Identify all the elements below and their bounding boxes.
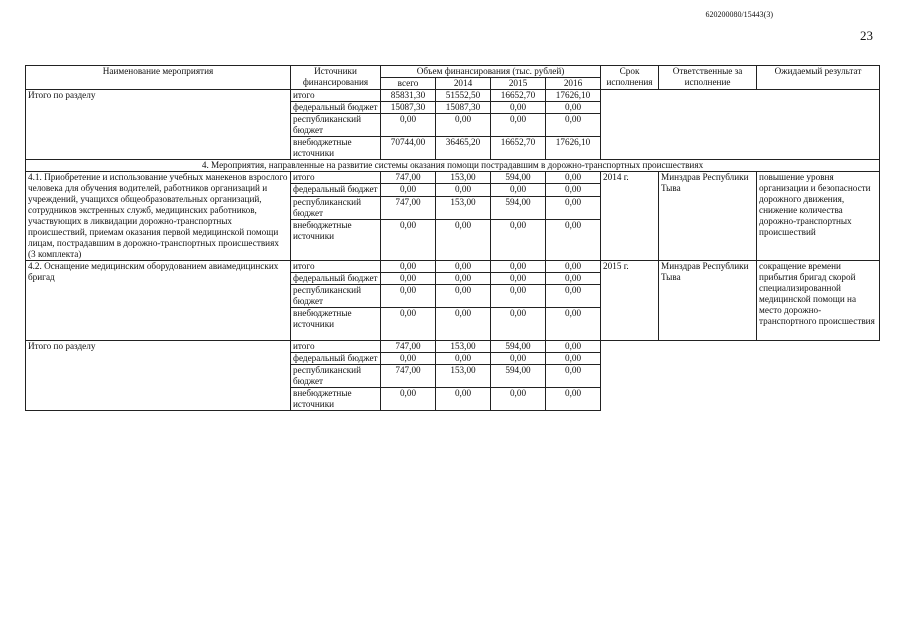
header-result: Ожидаемый результат <box>757 66 880 90</box>
item42-term: 2015 г. <box>601 261 659 341</box>
value-cell: 0,00 <box>491 184 546 196</box>
header-responsible: Ответственные за исполнение <box>659 66 757 90</box>
table-row <box>26 172 880 184</box>
value-cell: 0,00 <box>546 285 601 308</box>
document-id: 620200080/15443(3) <box>705 10 773 19</box>
value-cell: 0,00 <box>381 114 436 137</box>
source-cell: внебюджетные источники <box>291 388 381 411</box>
value-cell: 747,00 <box>381 172 436 184</box>
value-cell: 0,00 <box>436 353 491 365</box>
value-cell: 15087,30 <box>436 102 491 114</box>
value-cell: 0,00 <box>491 353 546 365</box>
value-cell: 0,00 <box>491 220 546 261</box>
value-cell: 0,00 <box>546 353 601 365</box>
value-cell: 0,00 <box>546 102 601 114</box>
table-row <box>26 341 880 353</box>
value-cell: 747,00 <box>381 365 436 388</box>
source-cell: федеральный бюджет <box>291 273 381 285</box>
source-cell: республиканский бюджет <box>291 285 381 308</box>
table-row <box>26 90 880 102</box>
value-cell: 0,00 <box>546 261 601 273</box>
item41-result: повышение уровня организации и безопасности дорожного движения, снижение количества дорожно-транспортных происшествий <box>757 172 880 261</box>
item41-name: 4.1. Приобретение и использование учебных манекенов взрослого человека для обучения водителей, работников организаций и учреждений, учащихся общеобразовательных организаций, сотрудников экстренных служб, медицинских работников, участвующих в ликвидации дорожно-транспортных происшествий, приемам оказания первой медицинской помощи лицам, пострадавшим в дорожно-транспортных происшествиях (3 комплекта) <box>26 172 291 261</box>
value-cell: 0,00 <box>546 196 601 220</box>
value-cell: 36465,20 <box>436 137 491 160</box>
item42-result: сокращение времени прибытия бригад скорой специализированной медицинской помощи на место дорожно-транспортного происшествия <box>757 261 880 341</box>
item41-term: 2014 г. <box>601 172 659 261</box>
value-cell: 747,00 <box>381 196 436 220</box>
source-cell: итого <box>291 341 381 353</box>
header-total: всего <box>381 78 436 90</box>
value-cell: 0,00 <box>436 273 491 285</box>
value-cell: 0,00 <box>436 220 491 261</box>
page-number: 23 <box>860 28 873 43</box>
value-cell: 17626,10 <box>546 90 601 102</box>
block2-name: Итого по разделу <box>26 341 291 411</box>
source-cell: итого <box>291 90 381 102</box>
value-cell: 747,00 <box>381 341 436 353</box>
value-cell: 0,00 <box>546 308 601 341</box>
value-cell: 0,00 <box>546 388 601 411</box>
header-sources: Источники финансирования <box>291 66 381 90</box>
section-row <box>26 160 880 172</box>
value-cell: 0,00 <box>381 388 436 411</box>
value-cell: 0,00 <box>381 353 436 365</box>
value-cell: 15087,30 <box>381 102 436 114</box>
value-cell: 0,00 <box>546 114 601 137</box>
value-cell: 0,00 <box>436 308 491 341</box>
value-cell: 0,00 <box>546 220 601 261</box>
value-cell: 51552,50 <box>436 90 491 102</box>
value-cell: 0,00 <box>381 308 436 341</box>
value-cell: 153,00 <box>436 196 491 220</box>
source-cell: внебюджетные источники <box>291 308 381 341</box>
source-cell: республиканский бюджет <box>291 365 381 388</box>
header-volume: Объем финансирования (тыс. рублей) <box>381 66 601 78</box>
value-cell: 70744,00 <box>381 137 436 160</box>
item42-name: 4.2. Оснащение медицинским оборудованием авиамедицинских бригад <box>26 261 291 341</box>
value-cell: 0,00 <box>436 184 491 196</box>
value-cell: 594,00 <box>491 196 546 220</box>
value-cell: 594,00 <box>491 172 546 184</box>
value-cell: 153,00 <box>436 365 491 388</box>
value-cell: 153,00 <box>436 341 491 353</box>
source-cell: федеральный бюджет <box>291 102 381 114</box>
value-cell: 0,00 <box>381 220 436 261</box>
value-cell: 0,00 <box>546 341 601 353</box>
value-cell: 16652,70 <box>491 137 546 160</box>
empty-cell <box>601 90 880 160</box>
source-cell: республиканский бюджет <box>291 114 381 137</box>
header-term: Срок исполнения <box>601 66 659 90</box>
value-cell: 0,00 <box>546 273 601 285</box>
header-2015: 2015 <box>491 78 546 90</box>
header-2014: 2014 <box>436 78 491 90</box>
source-cell: итого <box>291 261 381 273</box>
value-cell: 85831,30 <box>381 90 436 102</box>
value-cell: 0,00 <box>436 285 491 308</box>
value-cell: 0,00 <box>491 114 546 137</box>
value-cell: 0,00 <box>546 172 601 184</box>
value-cell: 0,00 <box>546 365 601 388</box>
value-cell: 0,00 <box>381 261 436 273</box>
item41-responsible: Минздрав Республики Тыва <box>659 172 757 261</box>
source-cell: внебюджетные источники <box>291 137 381 160</box>
value-cell: 0,00 <box>491 273 546 285</box>
value-cell: 17626,10 <box>546 137 601 160</box>
value-cell: 0,00 <box>491 261 546 273</box>
source-cell: внебюджетные источники <box>291 220 381 261</box>
table-row <box>26 261 880 273</box>
value-cell: 16652,70 <box>491 90 546 102</box>
value-cell: 594,00 <box>491 341 546 353</box>
financing-table <box>25 65 880 411</box>
value-cell: 0,00 <box>491 388 546 411</box>
source-cell: республиканский бюджет <box>291 196 381 220</box>
value-cell: 0,00 <box>546 184 601 196</box>
value-cell: 0,00 <box>491 285 546 308</box>
source-cell: федеральный бюджет <box>291 353 381 365</box>
header-row <box>26 66 880 78</box>
value-cell: 594,00 <box>491 365 546 388</box>
section-title: 4. Мероприятия, направленные на развитие системы оказания помощи пострадавшим в дорожно-транспортных происшествиях <box>26 160 880 172</box>
source-cell: федеральный бюджет <box>291 184 381 196</box>
header-2016: 2016 <box>546 78 601 90</box>
block1-name: Итого по разделу <box>26 90 291 160</box>
value-cell: 0,00 <box>381 273 436 285</box>
value-cell: 0,00 <box>491 308 546 341</box>
header-name: Наименование мероприятия <box>26 66 291 90</box>
value-cell: 0,00 <box>436 114 491 137</box>
empty-cell <box>601 341 880 411</box>
value-cell: 0,00 <box>436 388 491 411</box>
source-cell: итого <box>291 172 381 184</box>
item42-responsible: Минздрав Республики Тыва <box>659 261 757 341</box>
value-cell: 0,00 <box>381 184 436 196</box>
value-cell: 153,00 <box>436 172 491 184</box>
value-cell: 0,00 <box>491 102 546 114</box>
value-cell: 0,00 <box>381 285 436 308</box>
value-cell: 0,00 <box>436 261 491 273</box>
